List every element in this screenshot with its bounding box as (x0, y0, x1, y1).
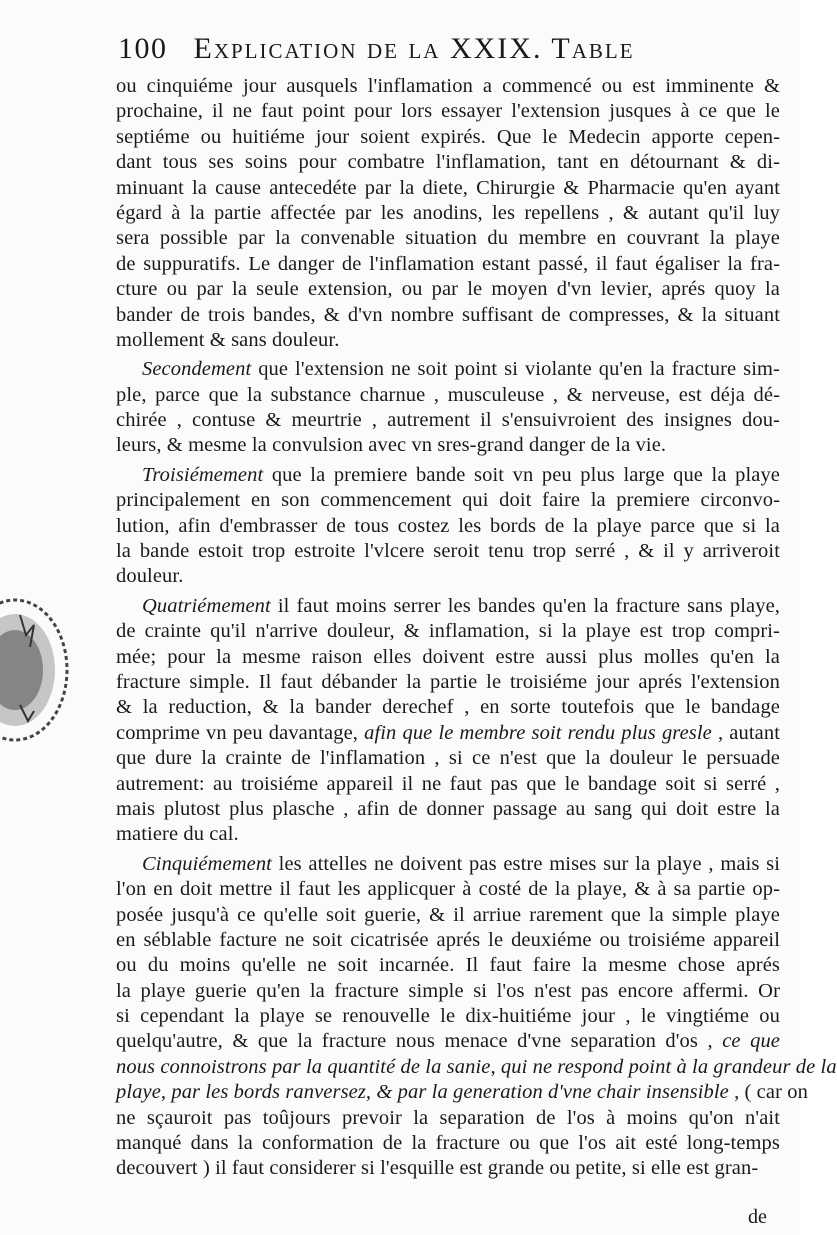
text-line (116, 877, 780, 902)
text-run: de suppuratifs. Le danger de l'inflamation estant passé, il faut égaliser la fra- (116, 252, 780, 275)
text-run: que dure la crainte de l'inflamation , si ce n'est que la douleur le persuade (116, 747, 780, 770)
text-line (116, 721, 780, 746)
text-run: manqué dans la conformation de la fracture ou que l'os ait esté long-temps (116, 1132, 780, 1155)
running-header (118, 32, 718, 68)
text-run: que la premiere bande soit vn peu plus large que la playe (263, 463, 780, 486)
text-run: decouvert ) il faut considerer si l'esquille est grande ou petite, si elle est gran- (116, 1157, 759, 1180)
text-line (116, 979, 780, 1004)
text-line (116, 619, 780, 644)
text-line (116, 852, 780, 877)
text-run: mée; pour la mesme raison elles doivent estre aussi plus molles qu'en la (116, 645, 780, 668)
paragraph-lead: Cinquiémement (142, 852, 272, 875)
text-run: matiere du cal. (116, 823, 239, 846)
text-line (116, 433, 780, 458)
text-run: mais plutost plus plasche , afin de donner passage au sang qui doit estre la (116, 797, 780, 820)
text-line (116, 822, 780, 847)
text-run: principalement en son commencement qui doit faire la premiere circonvo- (116, 489, 780, 512)
paragraph-lead: Troisiémement (142, 463, 264, 486)
text-run: cture ou par la seule extension, ou par le moyen d'vn levier, aprés quoy la (116, 278, 780, 301)
text-line (116, 74, 780, 99)
running-title: Explication de la XXIX. Table (193, 32, 635, 65)
text-run: minuant la cause antecedéte par la diete, Chirurgie & Pharmacie qu'en ayant (116, 176, 780, 199)
text-line (116, 670, 780, 695)
text-run: ple, parce que la substance charnue , musculeuse , & nerveuse, est déja dé- (116, 383, 780, 406)
page-number: 100 (118, 32, 168, 65)
text-line (116, 252, 780, 277)
text-run: de crainte qu'il n'arrive douleur, & inflamation, si la playe est trop compri- (116, 620, 780, 643)
text-run: bander de trois bandes, & d'vn nombre suffisant de compresses, & la situant (116, 303, 780, 326)
text-line (116, 408, 780, 433)
text-line (116, 383, 780, 408)
text-line (116, 1055, 837, 1080)
text-line (116, 125, 780, 150)
text-run: posée jusqu'à ce qu'elle soit guerie, & il arriue rarement que la simple playe (116, 903, 780, 926)
text-run: mollement & sans douleur. (116, 328, 340, 351)
text-run: chirée , contuse & meurtrie , autrement il s'ensuivroient des insignes dou- (116, 409, 780, 432)
text-line (116, 746, 780, 771)
text-run: l'on en doit mettre il faut les applicquer à costé de la playe, & à sa partie op- (116, 878, 780, 901)
text-line (116, 150, 780, 175)
text-run: leurs, & mesme la convulsion avec vn sres-grand danger de la vie. (116, 434, 667, 457)
paragraph (116, 74, 780, 353)
body-text (116, 74, 837, 1182)
text-run: la bande estoit trop estroite l'vlcere seroit tenu trop serré , & il y arriveroit (116, 540, 780, 563)
text-run: ou cinquiéme jour ausquels l'inflamation a commencé ou est imminente & (116, 75, 780, 97)
text-run: il faut moins serrer les bandes qu'en la fracture sans playe, (270, 594, 780, 617)
paragraph-lead: Quatriémement (142, 594, 271, 617)
text-run: ne sçauroit pas toûjours prevoir la separation de l'os à moins qu'on n'ait (116, 1106, 780, 1129)
text-run: & la reduction, & la bander derechef , en sorte toutefois que le bandage (116, 696, 780, 719)
text-run: , ( car on (728, 1081, 808, 1104)
text-run: ou du moins qu'elle ne soit incarnée. Il faut faire la mesme chose aprés (116, 954, 780, 977)
text-line (116, 226, 780, 251)
text-line (116, 928, 780, 953)
text-run: comprime vn peu davantage, (116, 721, 365, 744)
library-stamp-icon (0, 595, 70, 745)
text-line (116, 564, 780, 589)
text-run: sera possible par la convenable situation du membre en couvrant la playe (116, 227, 780, 250)
text-line (116, 303, 780, 328)
paragraph-lead: Secondement (142, 358, 252, 381)
text-line (116, 277, 780, 302)
catchword: de (748, 1206, 767, 1228)
text-run: douleur. (116, 565, 184, 588)
text-line (116, 463, 780, 488)
paragraph (116, 357, 780, 459)
italic-phrase: nous connoistrons par la quantité de la sanie, qui ne respond point à la grandeur de la (116, 1055, 837, 1078)
text-line (116, 772, 780, 797)
text-run: si cependant la playe se renouvelle le dix-huitiéme jour , le vingtiéme ou (116, 1005, 780, 1028)
text-line (116, 201, 780, 226)
text-line (116, 1106, 780, 1131)
text-line (116, 1156, 780, 1181)
text-line (116, 1131, 780, 1156)
italic-phrase: afin que le membre soit rendu plus gresle (364, 721, 712, 744)
text-line (116, 99, 780, 124)
text-run: que l'extension ne soit point si violante qu'en la fracture sim- (251, 358, 780, 381)
text-run: prochaine, il ne faut point pour lors essayer l'extension jusques à ce que le (116, 100, 780, 123)
text-line (116, 514, 780, 539)
text-line (116, 953, 780, 978)
text-run: égard à la partie affectée par les anodins, les repellens , & autant qu'il luy (116, 201, 780, 224)
text-line (116, 594, 780, 619)
text-line (116, 1029, 780, 1054)
text-line (116, 645, 780, 670)
text-run: autrement: au troisiéme appareil il ne faut pas que le bandage soit si serré , (116, 772, 780, 795)
text-line (116, 797, 780, 822)
paragraph (116, 463, 780, 590)
text-line (116, 539, 780, 564)
text-run: lution, afin d'embrasser de tous costez les bords de la playe parce que si la (116, 514, 780, 537)
text-run: septiéme ou huitiéme jour soient expirés. Que le Medecin apporte cepen- (116, 125, 780, 148)
text-run: les attelles ne doivent pas estre mises sur la playe , mais si (271, 852, 780, 875)
italic-phrase: playe, par les bords ranversez, & par la generation d'vne chair insensible (116, 1081, 729, 1104)
text-run: fracture simple. Il faut débander la partie le troisiéme jour aprés l'extension (116, 670, 780, 693)
text-line (116, 488, 780, 513)
italic-phrase: ce que (722, 1030, 780, 1053)
paragraph (116, 852, 837, 1182)
paragraph (116, 594, 780, 848)
text-line (116, 1004, 780, 1029)
text-line (116, 695, 780, 720)
text-line (116, 328, 780, 353)
text-run: dant tous ses soins pour combatre l'inflamation, tant en détournant & di- (116, 151, 780, 174)
text-run: en séblable facture ne soit cicatrisée aprés le deuxiéme ou troisiéme appareil (116, 928, 780, 951)
text-line (116, 176, 780, 201)
text-line (116, 903, 780, 928)
text-line (116, 1080, 808, 1105)
text-run: la playe guerie qu'en la fracture simple si l'os n'est pas encore affermi. Or (116, 979, 780, 1002)
text-line (116, 357, 780, 382)
text-run: , autant (711, 721, 780, 744)
text-run: quelqu'autre, & que la fracture nous menace d'vne separation d'os , (116, 1030, 723, 1053)
